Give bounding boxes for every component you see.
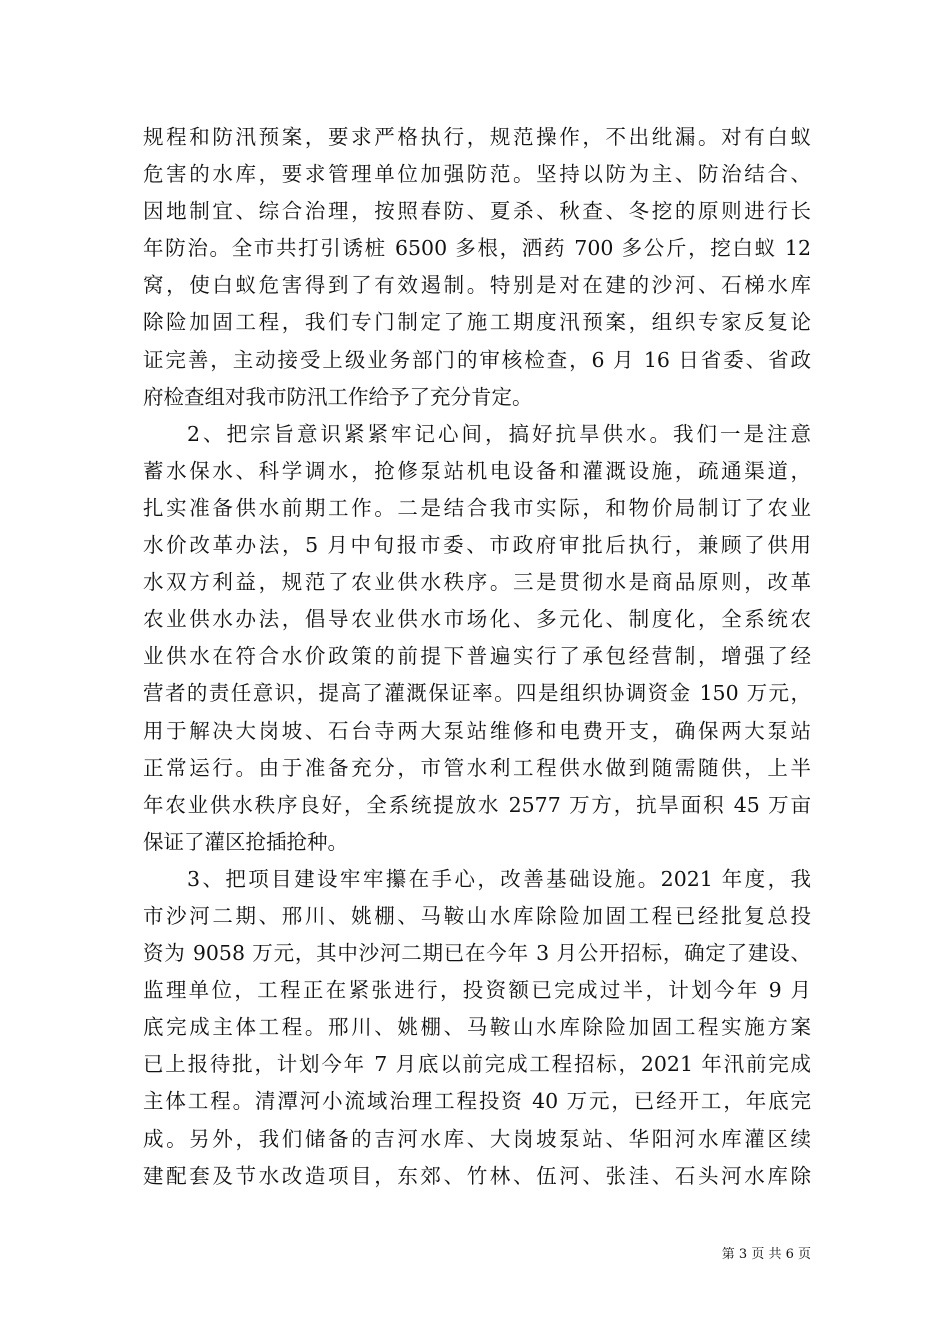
text-line: 窝，使白蚁危害得到了有效遏制。特别是对在建的沙河、石梯水库 <box>143 273 811 298</box>
text-line: 年防治。全市共打引诱桩 6500 多根，洒药 700 多公斤，挖白蚁 12 <box>143 236 811 261</box>
text-line: 农业供水办法，倡导农业供水市场化、多元化、制度化，全系统农 <box>143 607 811 632</box>
page-number-footer: 第 3 页 共 6 页 <box>721 1247 811 1262</box>
text-line: 年农业供水秩序良好，全系统提放水 2577 万方，抗旱面积 45 万亩 <box>143 792 811 817</box>
body-text <box>143 119 811 1195</box>
text-line: 水双方利益，规范了农业供水秩序。三是贯彻水是商品原则，改革 <box>143 570 811 595</box>
text-line: 除险加固工程，我们专门制定了施工期度汛预案，组织专家反复论 <box>143 310 811 335</box>
text-line: 成。另外，我们储备的吉河水库、大岗坡泵站、华阳河水库灌区续 <box>143 1126 811 1151</box>
text-line: 资为 9058 万元，其中沙河二期已在今年 3 月公开招标，确定了建设、 <box>143 941 811 966</box>
text-line: 用于解决大岗坡、石台寺两大泵站维修和电费开支，确保两大泵站 <box>143 718 811 743</box>
paragraph-start-line: 3、把项目建设牢牢攥在手心，改善基础设施。2021 年度，我 <box>187 866 811 891</box>
text-line: 主体工程。清潭河小流域治理工程投资 40 万元，已经开工，年底完 <box>143 1089 811 1114</box>
text-line: 已上报待批，计划今年 7 月底以前完成工程招标，2021 年汛前完成 <box>143 1052 811 1077</box>
text-line: 底完成主体工程。邢川、姚棚、马鞍山水库除险加固工程实施方案 <box>143 1015 811 1040</box>
text-line: 因地制宜、综合治理，按照春防、夏杀、秋查、冬挖的原则进行长 <box>143 199 811 224</box>
text-line: 监理单位，工程正在紧张进行，投资额已完成过半，计划今年 9 月 <box>143 978 811 1003</box>
text-line: 蓄水保水、科学调水，抢修泵站机电设备和灌溉设施，疏通渠道， <box>143 458 811 483</box>
text-line: 证完善，主动接受上级业务部门的审核检查，6 月 16 日省委、省政 <box>143 347 811 372</box>
text-line: 危害的水库，要求管理单位加强防范。坚持以防为主、防治结合、 <box>143 162 811 187</box>
text-line: 市沙河二期、邢川、姚棚、马鞍山水库除险加固工程已经批复总投 <box>143 903 811 928</box>
text-line: 规程和防汛预案，要求严格执行，规范操作，不出纰漏。对有白蚁 <box>143 125 811 149</box>
text-line: 业供水在符合水价政策的前提下普遍实行了承包经营制，增强了经 <box>143 644 811 669</box>
text-line: 建配套及节水改造项目，东郊、竹林、伍河、张洼、石头河水库除 <box>143 1163 811 1188</box>
text-line: 营者的责任意识，提高了灌溉保证率。四是组织协调资金 150 万元， <box>143 681 811 706</box>
text-line: 水价改革办法，5 月中旬报市委、市政府审批后执行，兼顾了供用 <box>143 533 811 558</box>
text-line: 扎实准备供水前期工作。二是结合我市实际，和物价局制订了农业 <box>143 495 811 520</box>
text-line: 保证了灌区抢插抢种。 <box>143 829 348 854</box>
text-line: 府检查组对我市防汛工作给予了充分肯定。 <box>143 384 533 409</box>
text-line: 正常运行。由于准备充分，市管水利工程供水做到随需随供，上半 <box>143 755 811 780</box>
paragraph-start-line: 2、把宗旨意识紧紧牢记心间，搞好抗旱供水。我们一是注意 <box>187 421 811 446</box>
